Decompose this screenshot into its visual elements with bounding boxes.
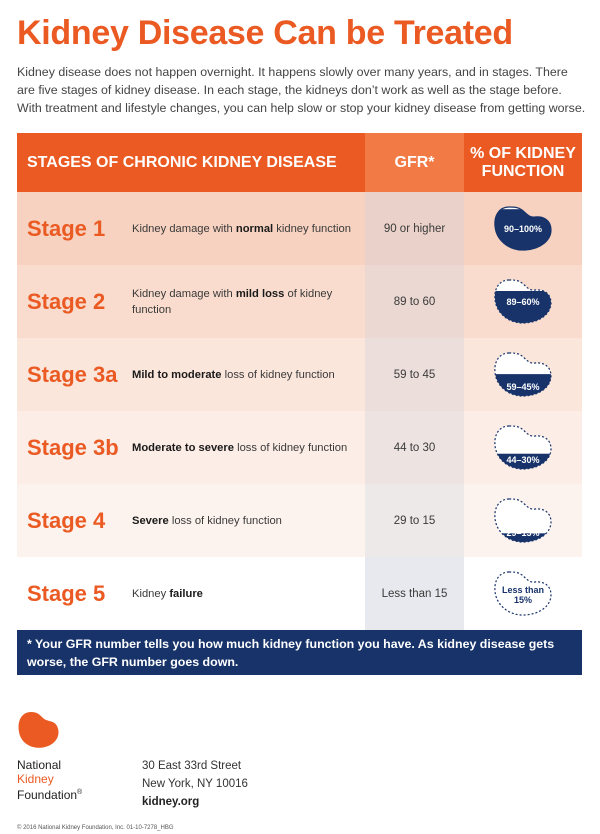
table-row (17, 338, 582, 411)
org-name-line2: Kidney (17, 772, 54, 786)
stage-label: Stage 2 (27, 288, 106, 314)
desc-bold: Severe (132, 514, 169, 527)
table-row (17, 484, 582, 557)
kidney-icon (491, 423, 555, 473)
header-gfr: GFR* (365, 133, 464, 192)
intro-paragraph: Kidney disease does not happen overnight. It happens slowly over many years, and in stages. There are five stages of kidney disease. In each stage, the kidneys don’t work as well as the stage before. With treatment and lifestyle changes, you can help slow or stop your kidney disease from getting worse. (17, 65, 586, 115)
gfr-footnote: * Your GFR number tells you how much kidney function you have. As kidney disease gets worse, the GFR number goes down. (17, 630, 582, 675)
stage-description (132, 286, 365, 318)
copyright: © 2016 National Kidney Foundation, Inc. 01-10-7278_HBG (17, 825, 174, 831)
org-name (17, 758, 82, 802)
desc-text: loss of kidney function (233, 441, 348, 454)
stage-label: Stage 5 (27, 580, 106, 606)
table-row (17, 557, 582, 630)
kidney-function-cell (464, 192, 582, 265)
stage-label: Stage 1 (27, 215, 106, 241)
kidney-function-cell (464, 411, 582, 484)
kidney-percent-label: 15% (513, 594, 533, 605)
org-name-line3-text: Foundation (17, 788, 78, 802)
kidney-icon (491, 569, 555, 619)
stage-label: Stage 3b (27, 434, 119, 460)
registered-mark: ® (77, 789, 83, 796)
kidney-percent-label: 59–45% (506, 381, 540, 392)
desc-bold: Moderate to severe (132, 441, 234, 454)
gfr-value: 44 to 30 (365, 411, 464, 484)
desc-text: kidney function (273, 222, 351, 235)
header-stages: STAGES OF CHRONIC KIDNEY DISEASE (27, 153, 337, 171)
stage-description (132, 367, 365, 383)
kidney-percent-label: Less than (501, 584, 545, 595)
kidney-function-cell (464, 338, 582, 411)
desc-bold: mild loss (235, 287, 285, 300)
address-block (142, 757, 248, 811)
desc-text: Kidney damage with (132, 287, 236, 300)
nkf-logo-icon (17, 710, 61, 750)
gfr-value: 59 to 45 (365, 338, 464, 411)
table-row (17, 192, 582, 265)
kidney-percent-label: 29–15% (506, 527, 540, 538)
kidney-percent-label: 89–60% (506, 296, 540, 307)
kidney-icon (491, 277, 555, 327)
header-percent-line2: FUNCTION (481, 162, 565, 180)
org-name-line3 (17, 786, 82, 802)
stage-description (132, 586, 365, 602)
header-percent-line1: % OF KIDNEY (470, 144, 576, 162)
kidney-percent-label: 44–30% (506, 454, 540, 465)
desc-text: of kidney function (132, 287, 333, 316)
desc-bold: normal (235, 222, 274, 235)
stages-table (17, 133, 582, 675)
kidney-icon (491, 204, 555, 254)
address-street: 30 East 33rd Street (142, 760, 242, 772)
kidney-icon (491, 350, 555, 400)
header-percent (464, 145, 582, 181)
table-row (17, 411, 582, 484)
kidney-function-cell (464, 484, 582, 557)
stage-label: Stage 4 (27, 507, 106, 533)
page-title: Kidney Disease Can be Treated (17, 14, 513, 52)
desc-text: Kidney (132, 587, 170, 600)
website-link[interactable]: kidney.org (142, 796, 200, 808)
desc-text: Kidney damage with (132, 222, 236, 235)
stage-description (132, 513, 365, 529)
gfr-value: 89 to 60 (365, 265, 464, 338)
table-header (17, 133, 582, 192)
address-city: New York, NY 10016 (142, 778, 248, 790)
kidney-icon (491, 496, 555, 546)
kidney-percent-label: 90–100% (503, 223, 543, 234)
org-name-line1: National (17, 758, 62, 772)
stage-description (132, 440, 365, 456)
gfr-value: 29 to 15 (365, 484, 464, 557)
desc-text: loss of kidney function (168, 514, 282, 527)
gfr-value: 90 or higher (365, 192, 464, 265)
gfr-value: Less than 15 (365, 557, 464, 630)
kidney-fill (491, 291, 555, 324)
desc-text: loss of kidney function (221, 368, 335, 381)
kidney-function-cell (464, 265, 582, 338)
desc-bold: Mild to moderate (132, 368, 222, 381)
stage-description (132, 221, 365, 237)
table-row (17, 265, 582, 338)
stage-label: Stage 3a (27, 361, 118, 387)
kidney-function-cell (464, 557, 582, 630)
desc-bold: failure (169, 587, 203, 600)
